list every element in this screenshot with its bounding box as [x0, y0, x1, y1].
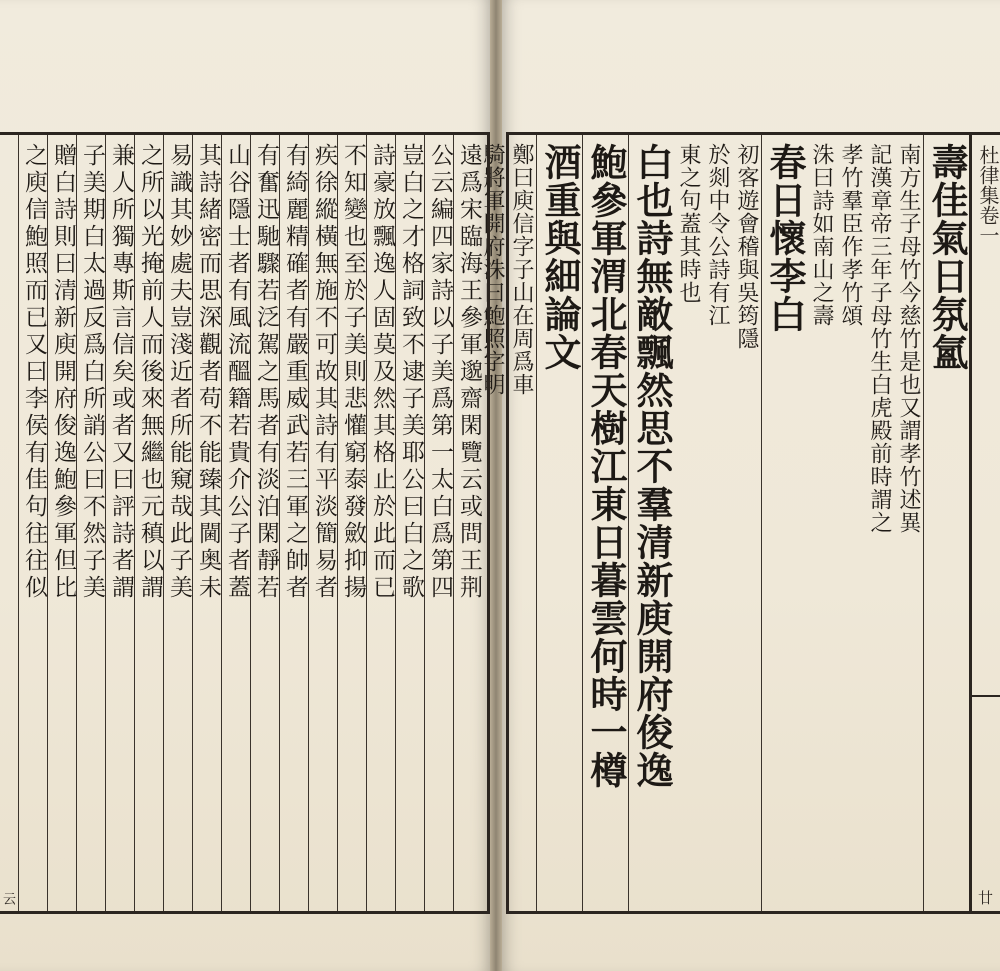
text-column [163, 135, 192, 911]
text-column [894, 135, 923, 911]
column-text: 之所以光掩前人而後來無繼也元稹以謂 [137, 143, 163, 602]
text-column [395, 135, 424, 911]
column-text: 遠爲宋臨海王參軍邈齋閑覽云或問王荆 [456, 143, 482, 602]
column-text: 有綺麗精確者有嚴重威武若三軍之帥者 [282, 143, 308, 602]
column-text: 初客遊會稽與吳筠隱 [734, 143, 759, 350]
text-column [703, 135, 732, 911]
column-text: 春日懷李白 [763, 143, 807, 333]
banxin-title: 杜律集卷一 [976, 145, 1000, 245]
column-text: 記漢章帝三年子母竹生白虎殿前時謂之 [867, 143, 892, 534]
text-column [453, 135, 482, 911]
text-column [424, 135, 453, 911]
column-text: 詩豪放飄逸人固莫及然其格止於此而已 [369, 143, 395, 602]
text-column [732, 135, 761, 911]
text-column [192, 135, 221, 911]
text-column [582, 135, 628, 911]
left-banxin-page-number: 云 [0, 892, 15, 905]
column-text: 白也詩無敵飄然思不羣清新庾開府俊逸 [630, 143, 674, 789]
column-text: 其詩緒密而思深觀者苟不能臻其閫奥未 [195, 143, 221, 602]
text-column [536, 135, 582, 911]
text-column [250, 135, 279, 911]
text-column [105, 135, 134, 911]
fish-tail-mark [972, 695, 1000, 697]
text-column [221, 135, 250, 911]
column-text: 疾徐縱橫無施不可故其詩有平淡簡易者 [311, 143, 337, 602]
column-text: 南方生子母竹今慈竹是也又謂孝竹述異 [896, 143, 921, 534]
column-text: 豈白之才格詞致不逮子美耶公曰白之歌 [398, 143, 424, 602]
text-column [836, 135, 865, 911]
banxin-page-number: 廿 [976, 890, 994, 905]
column-text: 洙曰詩如南山之壽 [809, 143, 834, 327]
column-text: 東之句蓋其時也 [676, 143, 701, 304]
text-column [18, 135, 47, 911]
left-banxin [0, 132, 15, 914]
text-column [366, 135, 395, 911]
text-column [337, 135, 366, 911]
column-text: 酒重與細論文 [538, 143, 582, 371]
text-column [308, 135, 337, 911]
column-text: 公云編四家詩以子美爲第一太白爲第四 [427, 143, 453, 602]
text-column [923, 135, 969, 911]
text-column [865, 135, 894, 911]
text-column [807, 135, 836, 911]
column-text: 壽佳氣日氛氳 [925, 143, 969, 371]
column-text: 騎將軍開府洙曰鮑照字明 [480, 143, 505, 396]
column-text: 有奮迅馳驟若泛駕之馬者有淡泊閑靜若 [253, 143, 279, 602]
text-column [279, 135, 308, 911]
column-text: 鄭曰庾信字子山在周爲車 [509, 143, 534, 396]
text-column [76, 135, 105, 911]
left-page-text-frame [2, 132, 490, 914]
column-text: 於剡中令公詩有江 [705, 143, 730, 327]
column-text: 子美期白太過反爲白所誚公曰不然子美 [79, 143, 105, 602]
text-column [628, 135, 674, 911]
text-column [47, 135, 76, 911]
column-text: 贈白詩則曰清新庾開府俊逸鮑參軍但比 [50, 143, 76, 602]
right-banxin [972, 132, 1000, 914]
column-text: 孝竹羣臣作孝竹頌 [838, 143, 863, 327]
text-column [134, 135, 163, 911]
column-text: 兼人所獨專斯言信矣或者又曰評詩者謂 [108, 143, 134, 602]
text-column [674, 135, 703, 911]
text-column [507, 135, 536, 911]
column-text: 不知變也至於子美則悲懽窮泰發斂抑揚 [340, 143, 366, 602]
text-column [761, 135, 807, 911]
column-text: 之庾信鮑照而已又曰李侯有佳句往往似 [21, 143, 47, 602]
column-text: 山谷隱士者有風流醞籍若貴介公子者蓋 [224, 143, 250, 602]
column-text: 易識其妙處夫豈淺近者所能窺哉此子美 [166, 143, 192, 602]
column-text: 鮑參軍渭北春天樹江東日暮雲何時一樽 [584, 143, 628, 789]
right-page-text-frame [480, 132, 972, 914]
